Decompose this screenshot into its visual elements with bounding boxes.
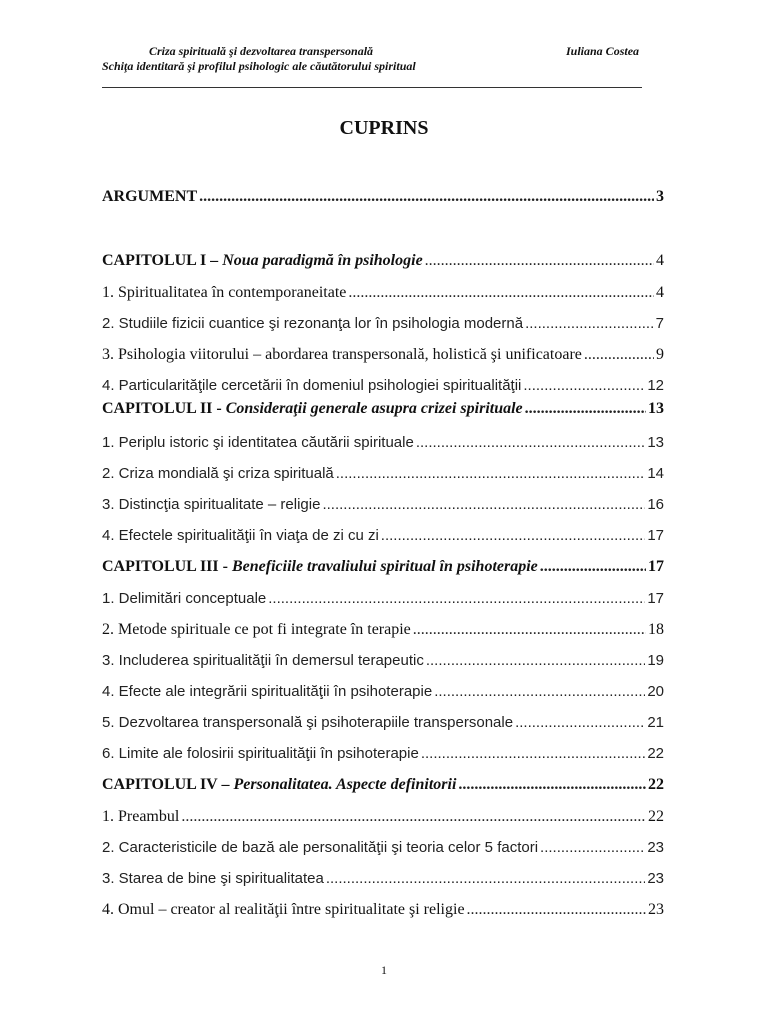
toc-page: 17 (647, 527, 664, 544)
chapter-title: Beneficiile travaliului spiritual în psihoterapie (231, 558, 538, 575)
header-line-2: Schiţa identitară şi profilul psihologic ale căutătorului spiritual (102, 59, 416, 73)
toc-page: 18 (648, 621, 664, 638)
leader-dots (540, 839, 645, 856)
leader-dots (322, 496, 645, 513)
chapter-prefix: CAPITOLUL III - (102, 558, 232, 575)
toc-entry[interactable] (102, 652, 664, 669)
toc-entry[interactable] (102, 434, 664, 451)
leader-dots (348, 284, 654, 302)
leader-dots (467, 901, 646, 919)
leader-dots (458, 776, 646, 794)
leader-dots (421, 745, 645, 762)
leader-dots (434, 683, 645, 700)
toc-entry[interactable] (102, 315, 664, 332)
leader-dots (525, 400, 646, 418)
toc-page: 13 (647, 434, 664, 451)
toc-page: 21 (647, 714, 664, 731)
toc-page: 22 (648, 776, 664, 793)
toc-chapter-3[interactable] (102, 558, 664, 576)
toc-chapter-2[interactable] (102, 400, 664, 418)
toc-page: 23 (648, 901, 664, 918)
leader-dots (381, 527, 646, 544)
chapter-prefix: CAPITOLUL IV – (102, 776, 234, 793)
toc-entry[interactable] (102, 527, 664, 544)
chapter-prefix: CAPITOLUL II - (102, 400, 226, 417)
toc-page: 22 (648, 808, 664, 825)
toc-label: ARGUMENT (102, 188, 198, 205)
header-author: Iuliana Costea (566, 44, 640, 58)
toc-page: 23 (647, 870, 664, 887)
toc-page: 9 (656, 346, 664, 363)
toc-page: 19 (647, 652, 664, 669)
leader-dots (336, 465, 646, 482)
header-rule (102, 87, 642, 88)
toc-chapter-1[interactable] (102, 252, 664, 270)
page-title: CUPRINS (339, 117, 429, 139)
toc-label: 1. Spiritualitatea în contemporaneitate (102, 284, 347, 301)
toc-entry[interactable] (102, 346, 664, 364)
toc-label (102, 776, 456, 794)
toc-entry[interactable] (102, 901, 664, 919)
leader-dots (268, 590, 645, 607)
header-line-1: Criza spirituală şi dezvoltarea transpersonală (149, 44, 374, 58)
toc-page: 23 (647, 839, 664, 856)
toc-label: 3. Psihologia viitorului – abordarea transpersonală, holistică şi unificatoare (102, 346, 582, 363)
leader-dots (326, 870, 646, 887)
leader-dots (584, 346, 654, 364)
toc-label: 3. Starea de bine şi spiritualitatea (102, 870, 324, 887)
toc-entry-argument[interactable] (102, 188, 664, 206)
toc-label: 4. Omul – creator al realităţii între spiritualitate şi religie (102, 901, 465, 918)
leader-dots (416, 434, 645, 451)
leader-dots (413, 621, 646, 639)
leader-dots (525, 315, 654, 332)
toc-label: 3. Distincţia spiritualitate – religie (102, 496, 321, 513)
leader-dots (523, 377, 645, 394)
toc-entry[interactable] (102, 621, 664, 639)
toc-label: 4. Particularităţile cercetării în domeniul psihologiei spiritualităţii (102, 377, 522, 394)
toc-entry[interactable] (102, 808, 664, 826)
toc-page: 17 (648, 558, 664, 575)
toc-entry[interactable] (102, 714, 664, 731)
toc-page: 4 (656, 284, 664, 301)
leader-dots (540, 558, 646, 576)
chapter-title: Consideraţii generale asupra crizei spirituale (225, 400, 523, 417)
toc-page: 12 (647, 377, 664, 394)
toc-page: 7 (655, 315, 664, 332)
toc-label: 1. Preambul (102, 808, 180, 825)
leader-dots (426, 652, 645, 669)
toc-label (102, 558, 538, 576)
toc-page: 3 (656, 188, 664, 205)
toc-page: 20 (647, 683, 664, 700)
toc-entry[interactable] (102, 839, 664, 856)
toc-label: 4. Efectele spiritualităţii în viaţa de zi cu zi (102, 527, 379, 544)
toc-label: 5. Dezvoltarea transpersonală şi psihoterapiile transpersonale (102, 714, 514, 731)
toc-label: 2. Metode spirituale ce pot fi integrate în terapie (102, 621, 411, 638)
toc-label: 2. Caracteristicile de bază ale personalităţii şi teoria celor 5 factori (102, 839, 539, 856)
toc-chapter-4[interactable] (102, 776, 664, 794)
toc-entry[interactable] (102, 590, 664, 607)
toc-page: 13 (648, 400, 664, 417)
toc-label: 1. Periplu istoric şi identitatea căutării spirituale (102, 434, 414, 451)
running-header-title (102, 44, 462, 74)
leader-dots (181, 808, 646, 826)
toc-label: 1. Delimitări conceptuale (102, 590, 267, 607)
toc-entry[interactable] (102, 377, 664, 394)
page-number: 1 (381, 963, 387, 977)
leader-dots (425, 252, 654, 270)
toc-entry[interactable] (102, 465, 664, 482)
chapter-prefix: CAPITOLUL I – (102, 252, 223, 269)
leader-dots (515, 714, 645, 731)
toc-entry[interactable] (102, 870, 664, 887)
toc-label (102, 400, 523, 418)
toc-label: 3. Includerea spiritualităţii în demersul terapeutic (102, 652, 424, 669)
chapter-title: Personalitatea. Aspecte definitorii (233, 776, 457, 793)
toc-page: 17 (647, 590, 664, 607)
toc-page: 4 (656, 252, 664, 269)
chapter-title: Noua paradigmă în psihologie (222, 252, 423, 269)
toc-entry[interactable] (102, 496, 664, 513)
toc-label: 2. Criza mondială şi criza spirituală (102, 465, 334, 482)
toc-label (102, 252, 423, 270)
toc-entry[interactable] (102, 683, 664, 700)
toc-label: 2. Studiile fizicii cuantice şi rezonanţa lor în psihologia modernă (102, 315, 524, 332)
toc-entry[interactable] (102, 745, 664, 762)
toc-page: 16 (647, 496, 664, 513)
toc-entry[interactable] (102, 284, 664, 302)
toc-label: 4. Efecte ale integrării spiritualităţii în psihoterapie (102, 683, 433, 700)
toc-page: 22 (647, 745, 664, 762)
toc-page: 14 (647, 465, 664, 482)
leader-dots (199, 188, 654, 206)
toc-label: 6. Limite ale folosirii spiritualităţii în psihoterapie (102, 745, 419, 762)
